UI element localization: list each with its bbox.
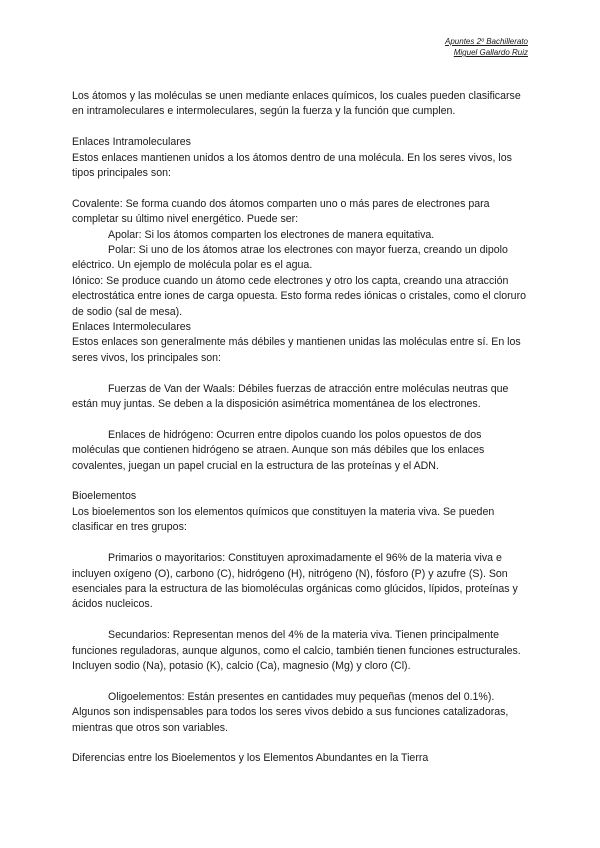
header-author: Miguel Gallardo Ruiz bbox=[453, 48, 528, 57]
intro-paragraph: Los átomos y las moléculas se unen mediante enlaces químicos, los cuales pueden clasificarse en intramoleculares e intermoleculares, según la fuerza y la función que cumplen. bbox=[72, 90, 521, 118]
section-title-bioelementos: Bioelementos bbox=[72, 490, 137, 503]
polar-item-line1: Polar: Si uno de los átomos atrae los electrones con mayor fuerza, creando un dipolo bbox=[108, 244, 508, 257]
section-title-intermoleculares: Enlaces Intermoleculares bbox=[72, 321, 191, 334]
section-title-diferencias: Diferencias entre los Bioelementos y los Elementos Abundantes en la Tierra bbox=[72, 752, 429, 765]
primarios-paragraph: Primarios o mayoritarios: Constituyen aproximadamente el 96% de la materia viva e incluyen oxígeno (O), carbono (C), hidrógeno (H), nitrógeno (N), fósforo (P) y azufre (S). Son esenciales para la estructura de las biomoléculas orgánicas como glúcidos, lípidos, proteínas y ácidos nucleicos. bbox=[72, 552, 518, 611]
page-header bbox=[445, 36, 528, 58]
covalente-paragraph: Covalente: Se forma cuando dos átomos comparten uno o más pares de electrones para completar su último nivel energético. Puede ser: bbox=[72, 197, 490, 226]
van-der-waals-paragraph: Fuerzas de Van der Waals: Débiles fuerzas de atracción entre moléculas neutras que están muy juntas. Se deben a la disposición asimétrica momentánea de los electrones. bbox=[72, 382, 509, 411]
apolar-item: Apolar: Si los átomos comparten los electrones de manera equitativa. bbox=[108, 228, 435, 241]
section-title-intramoleculares: Enlaces Intramoleculares bbox=[72, 136, 191, 149]
ionico-paragraph: Iónico: Se produce cuando un átomo cede electrones y otro los capta, creando una atracción electrostática entre iones de carga opuesta. Esto forma redes iónicas o cristales, como el cloruro de sodio (sal de mesa). bbox=[72, 274, 526, 318]
secundarios-paragraph: Secundarios: Representan menos del 4% de la materia viva. Tienen principalmente funciones reguladoras, aunque algunos, como el calcio, también tienen funciones estructurales. Incluyen sodio (Na), potasio (K), calcio (Ca), magnesio (Mg) y cloro (Cl). bbox=[72, 629, 521, 672]
hidrogeno-paragraph: Enlaces de hidrógeno: Ocurren entre dipolos cuando los polos opuestos de dos moléculas que contienen hidrógeno se atraen. Aunque son más débiles que los enlaces covalentes, juegan un papel crucial en la estructura de las proteínas y el ADN. bbox=[72, 428, 485, 472]
header-course: Apuntes 2º Bachillerato bbox=[445, 37, 528, 46]
document-body bbox=[72, 89, 530, 767]
polar-item-line2: eléctrico. Un ejemplo de molécula polar es el agua. bbox=[72, 259, 313, 272]
oligoelementos-paragraph: Oligoelementos: Están presentes en cantidades muy pequeñas (menos del 0.1%). Algunos son indispensables para todos los seres vivos debido a sus funciones catalizadoras, mientras que otros son variables. bbox=[72, 690, 509, 734]
intra-paragraph: Estos enlaces mantienen unidos a los átomos dentro de una molécula. En los seres vivos, los tipos principales son: bbox=[72, 151, 512, 180]
bio-paragraph: Los bioelementos son los elementos químicos que constituyen la materia viva. Se pueden clasificar en tres grupos: bbox=[72, 505, 495, 534]
inter-paragraph: Estos enlaces son generalmente más débiles y mantienen unidas las moléculas entre sí. En los seres vivos, los principales son: bbox=[72, 336, 521, 364]
